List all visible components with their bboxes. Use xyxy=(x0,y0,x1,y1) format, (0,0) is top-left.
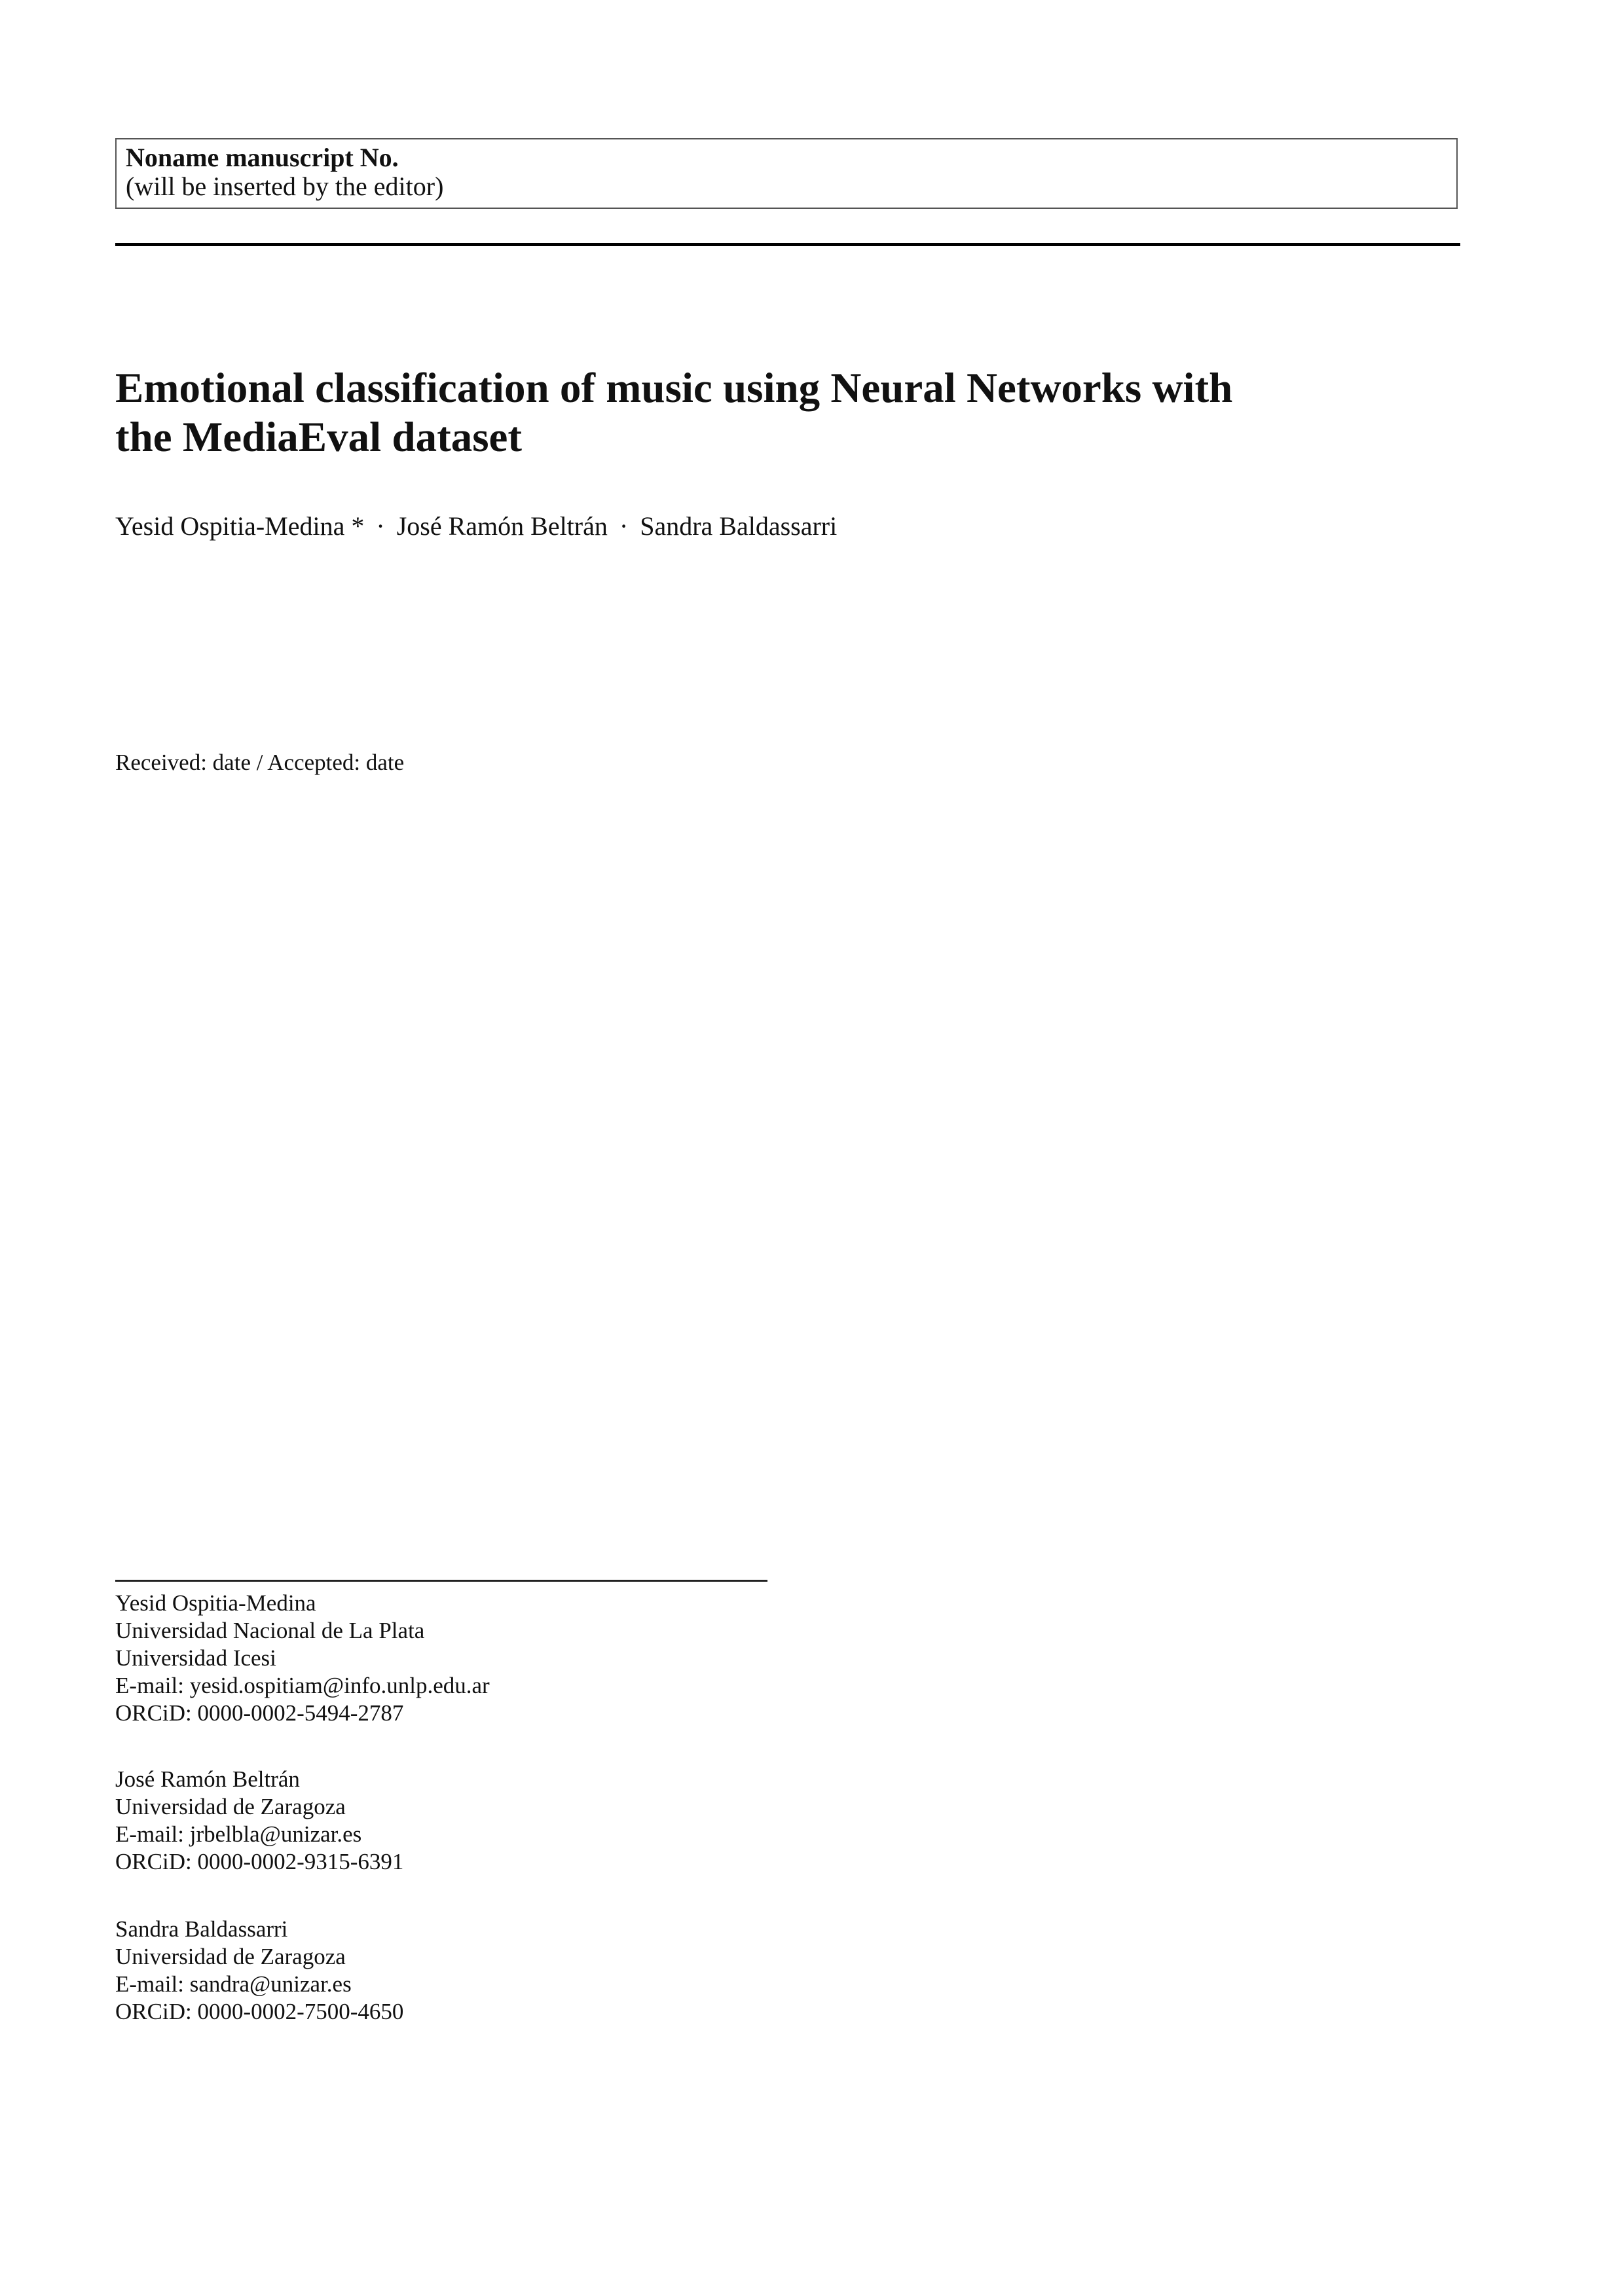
affiliation-line: Universidad Nacional de La Plata xyxy=(115,1618,425,1643)
footnote-rule xyxy=(115,1580,767,1582)
author-2: José Ramón Beltrán xyxy=(396,511,608,541)
author-list xyxy=(115,511,837,541)
affiliation-email: E-mail: jrbelbla@unizar.es xyxy=(115,1821,362,1847)
manuscript-label: Noname manuscript No. xyxy=(126,143,399,172)
received-accepted-dates: Received: date / Accepted: date xyxy=(115,750,405,775)
affiliation-name: José Ramón Beltrán xyxy=(115,1766,300,1792)
title-line-1: Emotional classification of music using Neural Networks with xyxy=(115,365,1233,412)
author-separator: · xyxy=(376,511,385,541)
affiliation-email: E-mail: sandra@unizar.es xyxy=(115,1971,352,1997)
affiliation-orcid: ORCiD: 0000-0002-7500-4650 xyxy=(115,1999,404,2024)
author-1: Yesid Ospitia-Medina * xyxy=(115,511,365,541)
affiliation-email: E-mail: yesid.ospitiam@info.unlp.edu.ar xyxy=(115,1673,490,1698)
affiliation-block-1 xyxy=(115,1590,490,1727)
affiliation-name: Yesid Ospitia-Medina xyxy=(115,1590,316,1616)
author-separator: · xyxy=(619,511,629,541)
affiliation-orcid: ORCiD: 0000-0002-5494-2787 xyxy=(115,1700,404,1726)
paper-title xyxy=(115,364,1490,462)
affiliation-line: Universidad de Zaragoza xyxy=(115,1794,346,1819)
title-line-2: the MediaEval dataset xyxy=(115,414,523,461)
header-rule xyxy=(115,243,1460,246)
manuscript-box xyxy=(115,138,1458,209)
affiliation-line: Universidad de Zaragoza xyxy=(115,1944,346,1969)
affiliation-orcid: ORCiD: 0000-0002-9315-6391 xyxy=(115,1849,404,1874)
affiliation-name: Sandra Baldassarri xyxy=(115,1916,288,1942)
manuscript-note: (will be inserted by the editor) xyxy=(126,172,444,201)
affiliation-block-3 xyxy=(115,1916,403,2026)
affiliation-block-2 xyxy=(115,1766,403,1876)
affiliation-line: Universidad Icesi xyxy=(115,1645,276,1671)
author-3: Sandra Baldassarri xyxy=(640,511,838,541)
